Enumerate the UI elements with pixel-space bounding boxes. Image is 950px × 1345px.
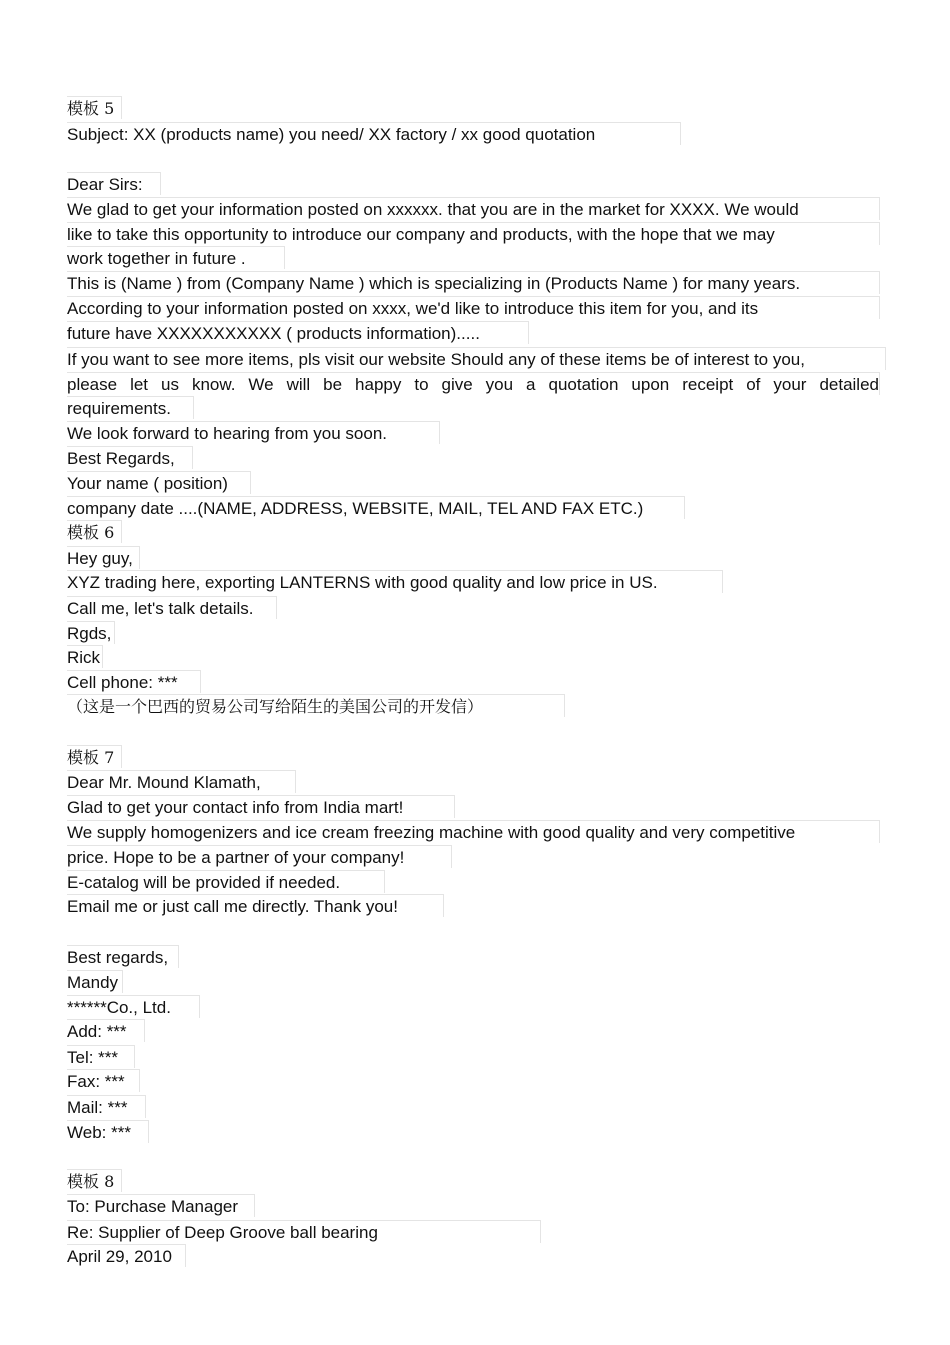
template-5-paragraph-1-line-1: We glad to get your information posted on xxxxxx. that you are in the market for XXXX. We would [67,197,880,220]
template-6-phone: Cell phone: *** [67,670,201,693]
template-7-line-3: price. Hope to be a partner of your company! [67,845,452,868]
template-5-subject: Subject: XX (products name) you need/ XX factory / xx good quotation [67,122,681,145]
template-7-line-5: Email me or just call me directly. Thank you! [67,894,444,917]
template-8-to: To: Purchase Manager [67,1194,255,1217]
template-6-heading: 模板 6 [67,520,122,543]
template-6-rgds: Rgds, [67,621,115,644]
template-6-line-1: XYZ trading here, exporting LANTERNS with good quality and low price in US. [67,570,723,593]
template-7-web: Web: *** [67,1120,149,1143]
template-5-paragraph-3-line-2: please let us know. We will be happy to give you a quotation upon receipt of your detailed [67,372,880,395]
template-7-line-4: E-catalog will be provided if needed. [67,870,385,893]
template-7-company: ******Co., Ltd. [67,995,200,1018]
template-5-paragraph-3-line-3: requirements. [67,396,194,419]
template-5-paragraph-2-line-3: future have XXXXXXXXXXX ( products information)..... [67,321,529,344]
template-5-paragraph-1-line-2: like to take this opportunity to introduce our company and products, with the hope that we may [67,222,880,245]
template-7-fax: Fax: *** [67,1069,140,1092]
template-5-paragraph-1-line-3: work together in future . [67,246,285,269]
template-5-forward: We look forward to hearing from you soon. [67,421,440,444]
template-7-line-2: We supply homogenizers and ice cream freezing machine with good quality and very competitive [67,820,880,843]
template-6-greeting: Hey guy, [67,546,140,569]
template-7-regards: Best regards, [67,945,179,968]
template-8-re: Re: Supplier of Deep Groove ball bearing [67,1220,541,1243]
template-6-name: Rick [67,645,103,668]
template-8-date: April 29, 2010 [67,1244,186,1267]
template-6-line-2: Call me, let's talk details. [67,596,277,619]
template-5-greeting: Dear Sirs: [67,172,161,195]
template-5-heading: 模板 5 [67,96,122,119]
template-7-name: Mandy [67,970,123,993]
template-7-line-1: Glad to get your contact info from India mart! [67,795,455,818]
template-5-regards: Best Regards, [67,446,193,469]
template-6-note: （这是一个巴西的贸易公司写给陌生的美国公司的开发信） [67,694,565,717]
template-5-paragraph-2-line-2: According to your information posted on xxxx, we'd like to introduce this item for you, and its [67,296,880,319]
template-7-heading: 模板 7 [67,745,122,768]
template-7-add: Add: *** [67,1019,145,1042]
template-7-greeting: Dear Mr. Mound Klamath, [67,770,296,793]
template-5-paragraph-2-line-1: This is (Name ) from (Company Name ) which is specializing in (Products Name ) for many years. [67,271,880,294]
template-5-name: Your name ( position) [67,471,251,494]
template-5-paragraph-3-line-1: If you want to see more items, pls visit our website Should any of these items be of interest to you, [67,347,886,370]
template-7-mail: Mail: *** [67,1095,146,1118]
template-5-company: company date ....(NAME, ADDRESS, WEBSITE, MAIL, TEL AND FAX ETC.) [67,496,685,519]
template-7-tel: Tel: *** [67,1045,135,1068]
template-8-heading: 模板 8 [67,1169,122,1192]
